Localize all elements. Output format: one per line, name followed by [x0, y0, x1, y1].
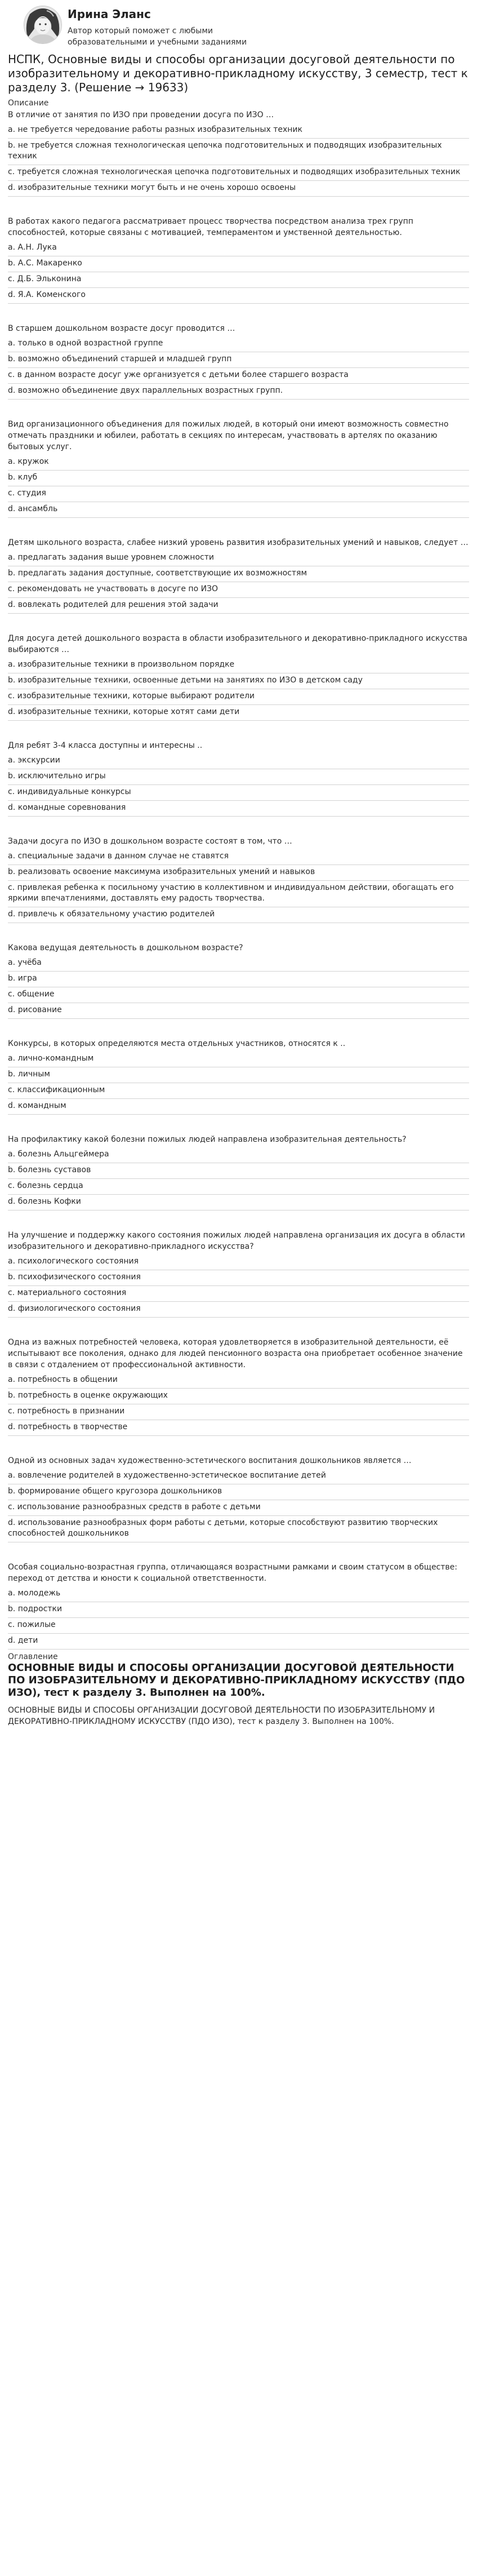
answer-option: a. изобразительные техники в произвольном порядке [8, 658, 469, 673]
document-title: НСПК, Основные виды и способы организации досуговой деятельности по изобразительному и декоративно-прикладному искусству, 3 семестр, тест к разделу 3. (Решение → 19633) [8, 52, 468, 94]
answer-option: c. требуется сложная технологическая цепочка подготовительных и подводящих изобразительных техник [8, 165, 469, 181]
answer-option: d. возможно объединение двух параллельных возрастных групп. [8, 384, 469, 400]
answer-option: d. Я.А. Коменского [8, 288, 469, 304]
question-text: В работах какого педагога рассматривает процесс творчества посредством анализа трех групп способностей, которые связаны с мотивацией, темпераментом и умственной деятельностью. [8, 217, 413, 237]
answer-option: b. А.С. Макаренко [8, 256, 469, 272]
answer-option: a. только в одной возрастной группе [8, 336, 469, 352]
answer-option: b. формирование общего кругозора дошкольников [8, 1484, 469, 1500]
answer-option: b. психофизического состояния [8, 1270, 469, 1286]
author-avatar[interactable] [24, 6, 62, 44]
question-text: Конкурсы, в которых определяются места отдельных участников, относятся к .. [8, 1039, 346, 1048]
answer-option: b. возможно объединений старшей и младшей групп [8, 352, 469, 368]
answer-option: a. лично-командным [8, 1052, 469, 1067]
answer-option: c. рекомендовать не участвовать в досуге по ИЗО [8, 582, 469, 598]
answer-option: a. болезнь Альцгеймера [8, 1147, 469, 1163]
answer-option: a. молодежь [8, 1586, 469, 1602]
answer-option: c. Д.Б. Эльконина [8, 272, 469, 288]
answer-option: a. экскурсии [8, 753, 469, 769]
answer-option: a. предлагать задания выше уровнем сложности [8, 551, 469, 566]
question-text: Вид организационного объединения для пожилых людей, в который они имеют возможность совместно отмечать праздники и юбилеи, работать в секциях по интересам, участвовать в артелях по оказанию бытовых услуг. [8, 420, 449, 451]
question-block [8, 836, 469, 923]
toc-label: Оглавление [8, 1652, 58, 1661]
answer-option: d. командным [8, 1099, 469, 1115]
answer-option: b. игра [8, 972, 469, 987]
toc-text: ОСНОВНЫЕ ВИДЫ И СПОСОБЫ ОРГАНИЗАЦИИ ДОСУГОВОЙ ДЕЯТЕЛЬНОСТИ ПО ИЗОБРАЗИТЕЛЬНОМУ И ДЕКОРАТИВНО-ПРИКЛАДНОМУ ИСКУССТВУ (ПДО ИЗО), тест к разделу 3. Выполнен на 100%. [8, 1706, 435, 1726]
avatar-photo-icon [24, 6, 61, 43]
author-card [8, 0, 469, 52]
answer-option: b. подростки [8, 1602, 469, 1618]
answer-option: c. изобразительные техники, которые выбирают родители [8, 689, 469, 705]
answer-option: b. потребность в оценке окружающих [8, 1389, 469, 1404]
answer-option: c. индивидуальные конкурсы [8, 785, 469, 801]
answer-option: a. не требуется чередование работы разных изобразительных техник [8, 123, 469, 139]
answer-option: d. изобразительные техники могут быть и не очень хорошо освоены [8, 181, 469, 197]
answer-option: a. потребность в общении [8, 1373, 469, 1389]
question-block [8, 1230, 469, 1318]
question-block [8, 109, 469, 197]
answer-option: b. предлагать задания доступные, соответствующие их возможностям [8, 566, 469, 582]
question-block [8, 942, 469, 1019]
answer-option: b. изобразительные техники, освоенные детьми на занятиях по ИЗО в детском саду [8, 673, 469, 689]
question-text: Детям школьного возраста, слабее низкий уровень развития изобразительных умений и навыков, следует … [8, 538, 469, 547]
answer-option: a. психологического состояния [8, 1254, 469, 1270]
answer-option: d. физиологического состояния [8, 1302, 469, 1318]
answer-option: c. пожилые [8, 1618, 469, 1634]
answer-option: d. болезнь Кофки [8, 1195, 469, 1211]
question-text: На улучшение и поддержку какого состояния пожилых людей направлена организация их досуга в области изобразительного и декоративно-прикладного искусства? [8, 1231, 465, 1251]
answer-option: b. личным [8, 1067, 469, 1083]
answer-option: d. привлечь к обязательному участию родителей [8, 907, 469, 923]
question-text: Задачи досуга по ИЗО в дошкольном возрасте состоят в том, что … [8, 837, 292, 846]
question-text: На профилактику какой болезни пожилых людей направлена изобразительная деятельность? [8, 1135, 407, 1144]
answer-option: c. в данном возрасте досуг уже организуется с детьми более старшего возраста [8, 368, 469, 384]
questions-list [8, 109, 469, 1650]
answer-option: d. изобразительные техники, которые хотят сами дети [8, 705, 469, 721]
answer-option: a. учёба [8, 956, 469, 972]
answer-option: d. использование разнообразных форм работы с детьми, которые способствуют развитию творческих способностей дошкольников [8, 1516, 469, 1542]
question-text: В старшем дошкольном возрасте досуг проводится … [8, 324, 235, 333]
author-name[interactable]: Ирина Эланс [68, 7, 151, 21]
answer-option: c. болезнь сердца [8, 1179, 469, 1195]
answer-option: d. рисование [8, 1003, 469, 1019]
answer-option: b. болезнь суставов [8, 1163, 469, 1179]
answer-option: a. кружок [8, 455, 469, 471]
answer-option: b. исключительно игры [8, 769, 469, 785]
question-text: Одна из важных потребностей человека, которая удовлетворяется в изобразительной деятельности, её испытывают все поколения, однако для людей пенсионного возраста она приобретает особенное значение в связи с отдалением от профессиональной активности. [8, 1338, 463, 1369]
question-block [8, 633, 469, 721]
answer-option: a. вовлечение родителей в художественно-эстетическое воспитание детей [8, 1469, 469, 1484]
answer-option: b. клуб [8, 471, 469, 486]
question-text: Особая социально-возрастная группа, отличающаяся возрастными рамками и своим статусом в обществе: переход от детства и юности к социальной ответственности. [8, 1563, 457, 1583]
answer-option: a. специальные задачи в данном случае не ставятся [8, 849, 469, 865]
answer-option: c. общение [8, 987, 469, 1003]
question-block [8, 537, 469, 614]
description-label: Описание [8, 99, 49, 108]
answer-option: a. А.Н. Лука [8, 241, 469, 256]
question-block [8, 323, 469, 400]
question-block [8, 1134, 469, 1211]
question-text: Одной из основных задач художественно-эстетического воспитания дошкольников является … [8, 1456, 412, 1465]
answer-option: d. вовлекать родителей для решения этой задачи [8, 598, 469, 614]
answer-option: d. дети [8, 1634, 469, 1650]
question-block [8, 1337, 469, 1436]
question-block [8, 1455, 469, 1542]
question-block [8, 1562, 469, 1650]
answer-option: d. командные соревнования [8, 801, 469, 817]
answer-option: b. реализовать освоение максимума изобразительных умений и навыков [8, 865, 469, 881]
answer-option: b. не требуется сложная технологическая цепочка подготовительных и подводящих изобразительных техник [8, 139, 469, 165]
question-block [8, 419, 469, 518]
answer-option: d. потребность в творчестве [8, 1420, 469, 1436]
question-text: Какова ведущая деятельность в дошкольном возрасте? [8, 943, 243, 952]
question-block [8, 1038, 469, 1115]
answer-option: d. ансамбль [8, 502, 469, 518]
question-block [8, 216, 469, 304]
question-text: В отличие от занятия по ИЗО при проведении досуга по ИЗО … [8, 110, 274, 119]
answer-option: c. студия [8, 486, 469, 502]
answer-option: c. классификационным [8, 1083, 469, 1099]
question-block [8, 740, 469, 817]
answer-option: c. материального состояния [8, 1286, 469, 1302]
question-text: Для ребят 3-4 класса доступны и интересны .. [8, 741, 203, 750]
toc-heading: ОСНОВНЫЕ ВИДЫ И СПОСОБЫ ОРГАНИЗАЦИИ ДОСУГОВОЙ ДЕЯТЕЛЬНОСТИ ПО ИЗОБРАЗИТЕЛЬНОМУ И ДЕКОРАТИВНО-ПРИКЛАДНОМУ ИСКУССТВУ (ПДО ИЗО), тест к разделу 3. Выполнен на 100%. [8, 1662, 465, 1699]
answer-option: c. привлекая ребенка к посильному участию в коллективном и индивидуальном действии, обогащать его яркими впечатлениями, доставлять ему радость творчества. [8, 881, 469, 907]
answer-option: c. потребность в признании [8, 1404, 469, 1420]
author-info [68, 6, 253, 48]
answer-option: c. использование разнообразных средств в работе с детьми [8, 1500, 469, 1516]
question-text: Для досуга детей дошкольного возраста в области изобразительного и декоративно-прикладного искусства выбираются … [8, 634, 468, 654]
author-description: Автор который поможет с любыми образовательными и учебными заданиями [68, 26, 247, 47]
